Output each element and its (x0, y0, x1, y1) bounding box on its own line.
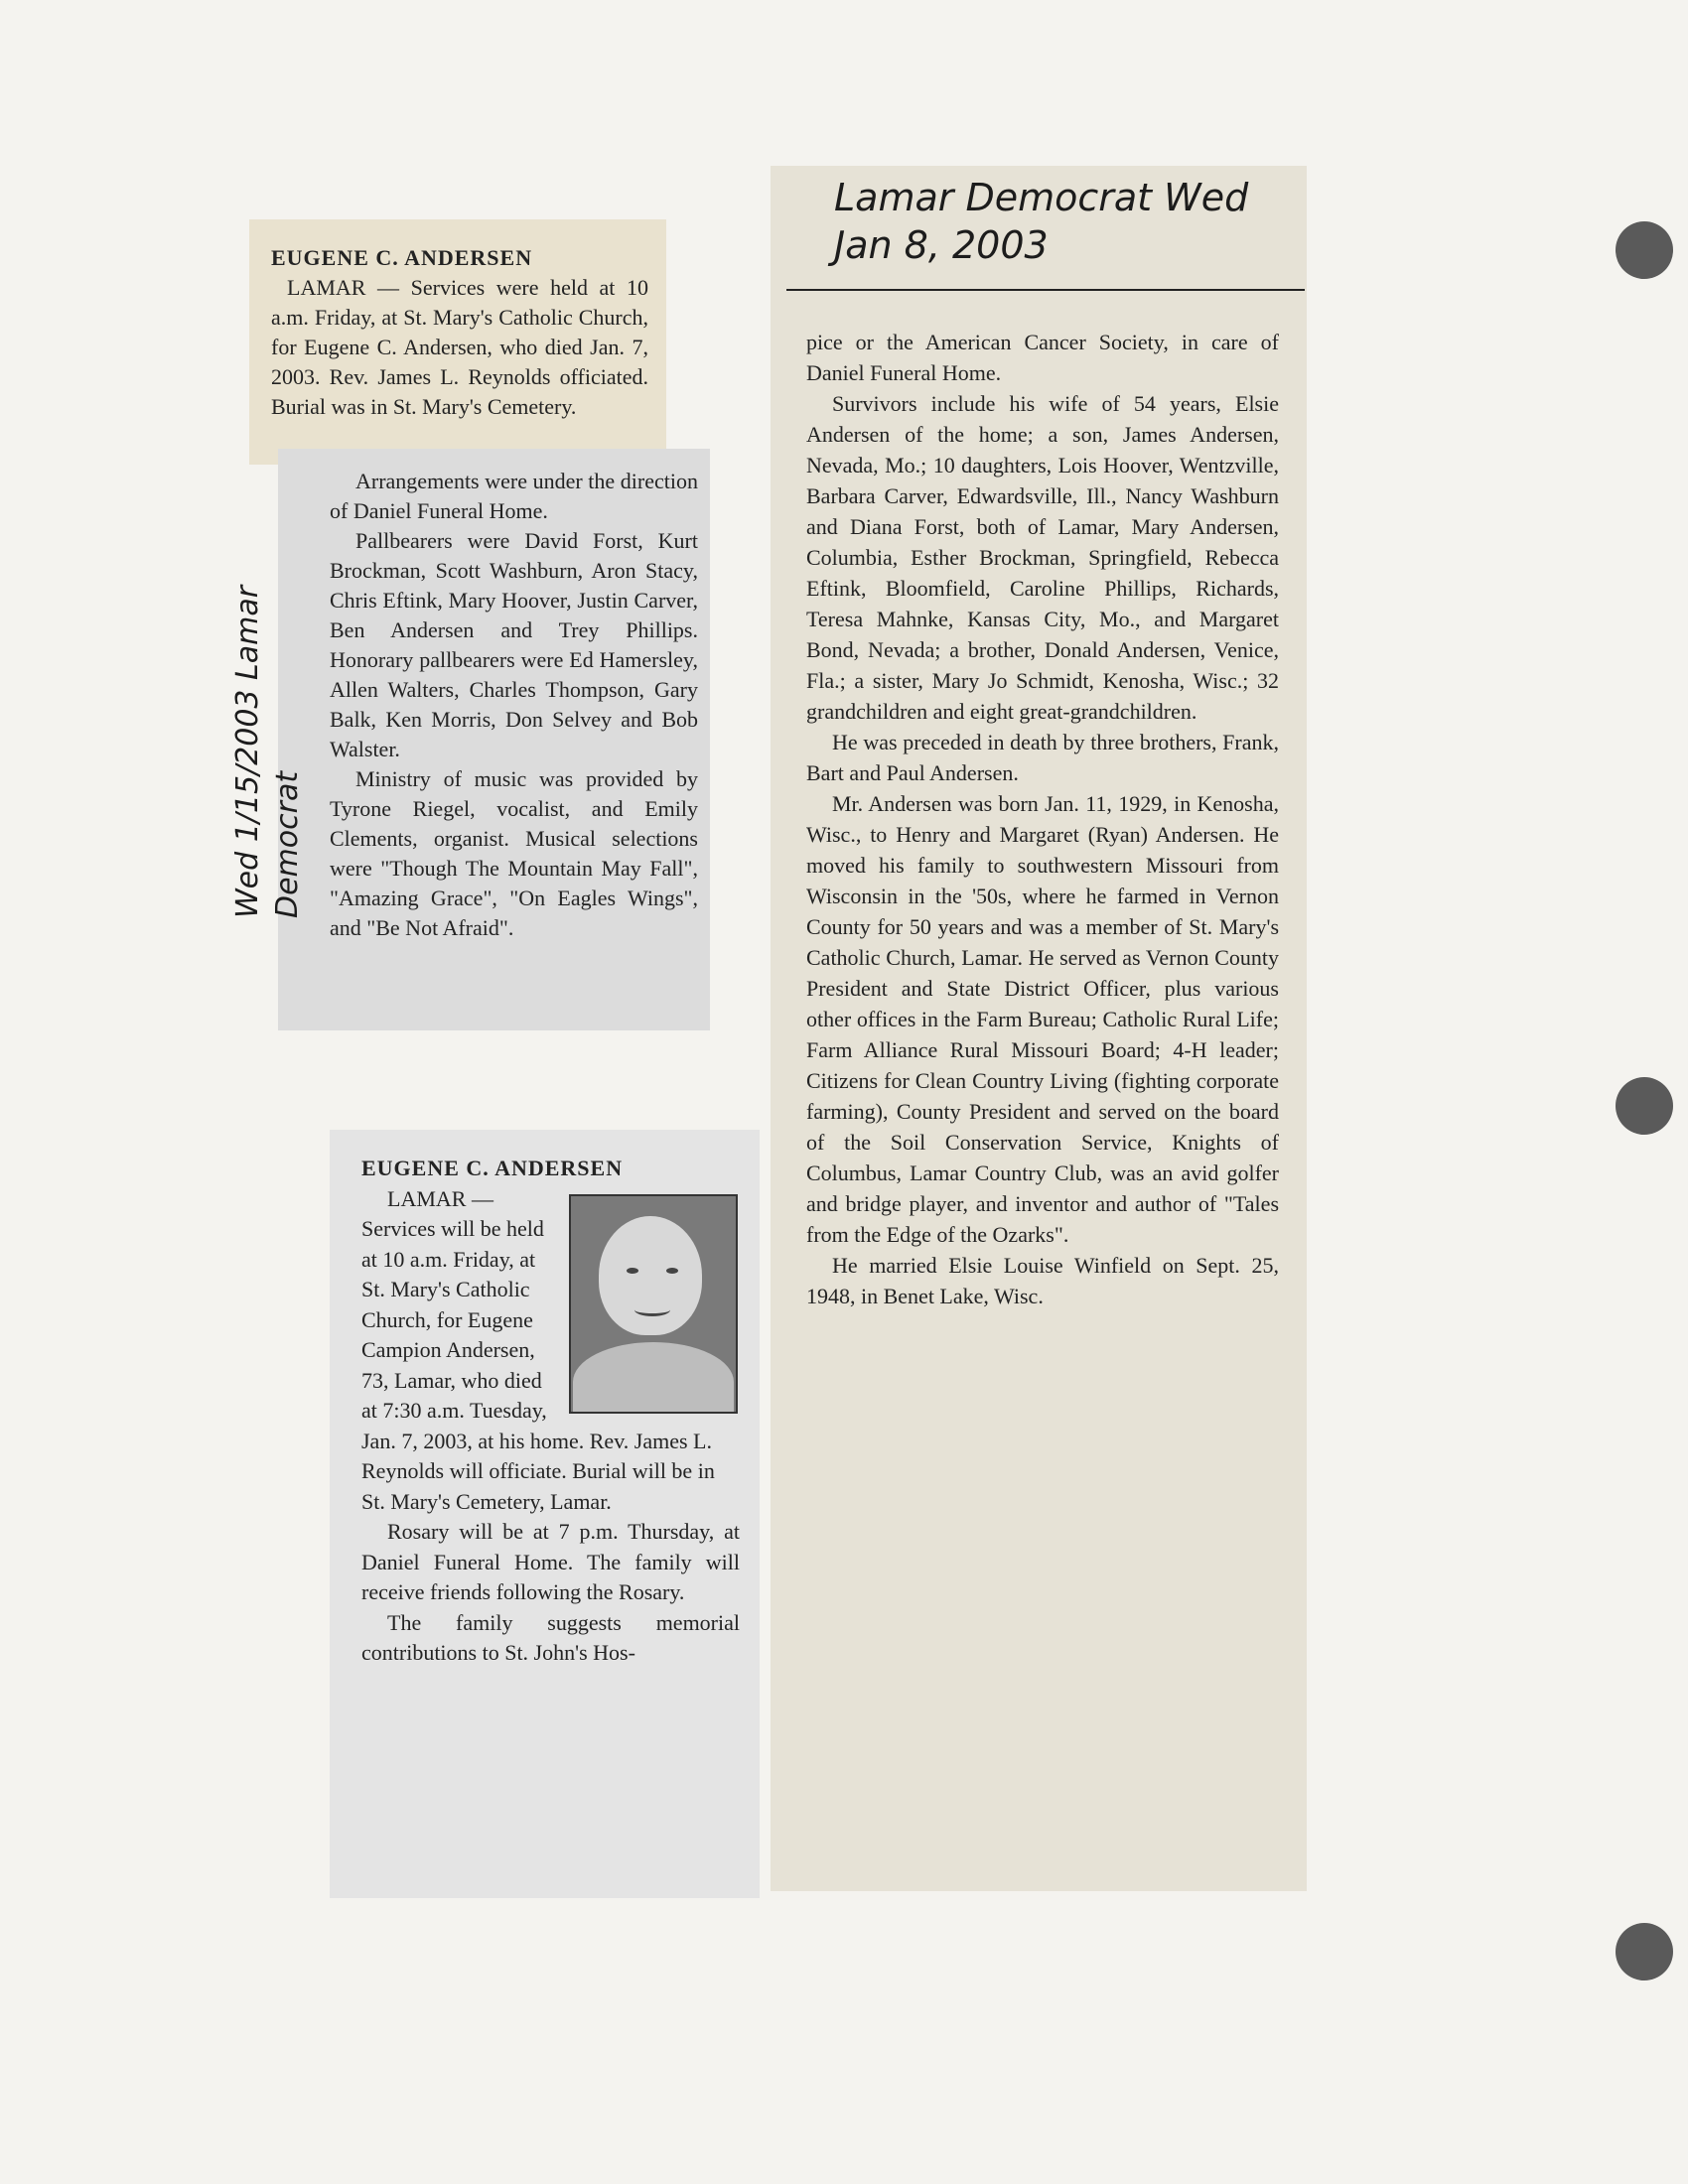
paragraph: Pallbearers were David Forst, Kurt Brockman, Scott Washburn, Aron Stacy, Chris Eftink, Mary Hoover, Justin Carver, Ben Andersen and Trey Phillips. Honorary pallbearers were Ed Hamersley, Allen Walters, Charles Thompson, Gary Balk, Ken Morris, Don Selvey and Bob Walster. (330, 528, 698, 761)
paragraph: LAMAR — Services will be held at 10 a.m. Friday, at St. Mary's Catholic Church, for Eugene Campion Andersen, 73, Lamar, who died at 7:30 a.m. Tuesday, Jan. 7, 2003, at his home. Rev. James L. Reynolds will officiate. Burial will be in St. Mary's Cemetery, Lamar. (361, 1185, 715, 1514)
paragraph: pice or the American Cancer Society, in care of Daniel Funeral Home. (806, 330, 1279, 385)
paragraph: He was preceded in death by three brothers, Frank, Bart and Paul Andersen. (806, 730, 1279, 785)
binder-hole-middle (1616, 1077, 1673, 1135)
paragraph: He married Elsie Louise Winfield on Sept. 25, 1948, in Benet Lake, Wisc. (806, 1253, 1279, 1308)
portrait-photo (569, 1194, 738, 1414)
paragraph: Ministry of music was provided by Tyrone Riegel, vocalist, and Emily Clements, organist. Musical selections were "Though The Mountain May Fall", "Amazing Grace", "On Eagles Wings", and "Be Not Afraid". (330, 766, 698, 940)
paragraph: Survivors include his wife of 54 years, Elsie Andersen of the home; a son, James Andersen, Nevada, Mo.; 10 daughters, Lois Hoover, Wentzville, Barbara Carver, Edwardsville, Ill., Nancy Washburn and Diana Forst, both of Lamar, Mary Andersen, Columbia, Esther Brockman, Springfield, Rebecca Eftink, Bloomfield, Caroline Phillips, Richards, Teresa Mahnke, Kansas City, Mo., and Margaret Bond, Nevada; a brother, Donald Andersen, Venice, Fla.; a sister, Mary Jo Schmidt, Kenosha, Wisc.; 32 grandchildren and eight great-grandchildren. (806, 391, 1279, 724)
handwritten-side-note: Wed 1/15/2003 Lamar Democrat (230, 585, 305, 918)
paragraph: Rosary will be at 7 p.m. Thursday, at Daniel Funeral Home. The family will receive friends following the Rosary. (361, 1519, 740, 1604)
binder-hole-bottom (1616, 1923, 1673, 1980)
obituary-clipping-services-held (249, 219, 666, 465)
handwritten-date-note: Lamar Democrat Wed Jan 8, 2003 (786, 166, 1305, 291)
paragraph: Mr. Andersen was born Jan. 11, 1929, in Kenosha, Wisc., to Henry and Margaret (Ryan) Andersen. He moved his family to southwestern Missouri from Wisconsin in the '50s, where he farmed in Vernon County for 50 years and was a member of St. Mary's Catholic Church, Lamar. He served as Vernon County President and State District Officer, plus various other offices in the Farm Bureau; Catholic Rural Life; Farm Alliance Rural Missouri Board; 4-H leader; Citizens for Clean Country Living (fighting corporate farming), County President and served on the board of the Soil Conservation Service, Knights of Columbus, Lamar Country Club, was an avid golfer and bridge player, and inventor and author of "Tales from the Edge of the Ozarks". (806, 791, 1279, 1247)
paragraph: Arrangements were under the direction of Daniel Funeral Home. (330, 469, 698, 523)
paragraph: The family suggests memorial contributions to St. John's Hos- (361, 1609, 740, 1665)
obituary-clipping-continuation (771, 166, 1307, 1891)
obituary-clipping-services-will-be-held (330, 1130, 760, 1898)
obituary-headline: EUGENE C. ANDERSEN (271, 245, 533, 270)
obituary-clipping-services-held-continued (278, 449, 710, 1030)
obituary-headline: EUGENE C. ANDERSEN (361, 1156, 624, 1180)
paragraph: LAMAR — Services were held at 10 a.m. Friday, at St. Mary's Catholic Church, for Eugene C. Andersen, who died Jan. 7, 2003. Rev. James L. Reynolds officiated. Burial was in St. Mary's Cemetery. (271, 275, 648, 419)
article-body (806, 327, 1279, 1311)
binder-hole-top (1616, 221, 1673, 279)
